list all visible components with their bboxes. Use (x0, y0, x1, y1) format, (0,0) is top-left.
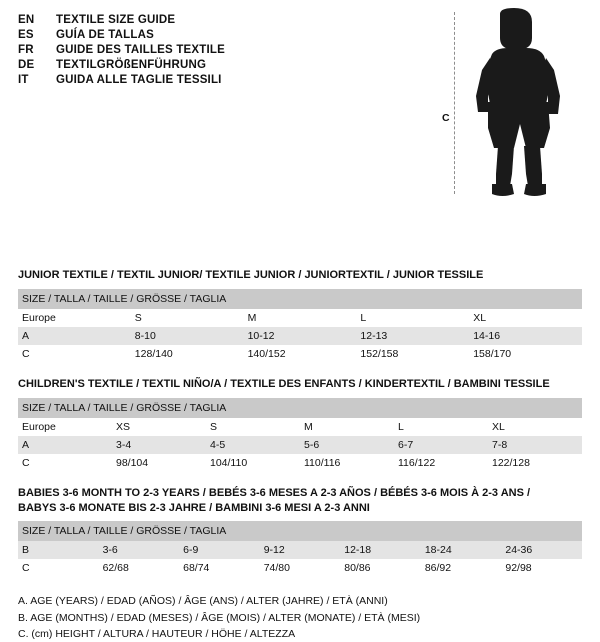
table-children (18, 398, 582, 472)
lang-code-en: EN (18, 14, 35, 26)
cell: 158/170 (469, 345, 582, 363)
table-junior (18, 289, 582, 363)
height-marker-label: C (442, 112, 450, 124)
row-label-a: A (18, 327, 131, 345)
table-babies-header-row (18, 521, 582, 541)
cell: 98/104 (112, 454, 206, 472)
section-junior-title (18, 268, 582, 283)
section-children (18, 377, 582, 472)
table-row (18, 309, 582, 327)
row-label-europe: Europe (18, 418, 112, 436)
section-babies-title-line1: BABIES 3-6 MONTH TO 2-3 YEARS / BEBÉS 3-6 MESES A 2-3 AÑOS / BÉBÉS 3-6 MOIS À 2-3 ANS / (18, 486, 531, 499)
row-label-b: B (18, 541, 99, 559)
cell: M (300, 418, 394, 436)
table-row (18, 345, 582, 363)
height-dashed-line (454, 12, 455, 194)
cell: 62/68 (99, 559, 180, 577)
footnote-c: C. (cm) HEIGHT / ALTURA / HAUTEUR / HÖHE / ALTEZZA (18, 627, 296, 640)
cell: 4-5 (206, 436, 300, 454)
cell: 18-24 (421, 541, 502, 559)
cell: 152/158 (356, 345, 469, 363)
table-junior-header-label: SIZE / TALLA / TAILLE / GRÖSSE / TAGLIA (18, 289, 582, 309)
table-row (18, 541, 582, 559)
table-row (18, 418, 582, 436)
section-babies-title-line2: BABYS 3-6 MONATE BIS 2-3 JAHRE / BAMBINI 3-6 MESI A 2-3 ANNI (18, 501, 370, 514)
cell: M (244, 309, 357, 327)
cell: S (131, 309, 244, 327)
cell: 68/74 (179, 559, 260, 577)
footnotes (18, 593, 582, 642)
cell: XL (469, 309, 582, 327)
lang-title-en: TEXTILE SIZE GUIDE (56, 14, 176, 26)
cell: 9-12 (260, 541, 341, 559)
table-children-header-row (18, 398, 582, 418)
cell: S (206, 418, 300, 436)
cell: XS (112, 418, 206, 436)
table-babies-header-label: SIZE / TALLA / TAILLE / GRÖSSE / TAGLIA (18, 521, 582, 541)
cell: 110/116 (300, 454, 394, 472)
section-babies-title (18, 486, 582, 516)
table-row (18, 559, 582, 577)
cell: 7-8 (488, 436, 582, 454)
row-label-c: C (18, 345, 131, 363)
cell: 104/110 (206, 454, 300, 472)
cell: 6-9 (179, 541, 260, 559)
section-junior (18, 268, 582, 363)
table-children-header-label: SIZE / TALLA / TAILLE / GRÖSSE / TAGLIA (18, 398, 582, 418)
section-junior-title-line1: JUNIOR TEXTILE / TEXTIL JUNIOR/ TEXTILE JUNIOR / JUNIORTEXTIL / JUNIOR TESSILE (18, 269, 484, 281)
lang-code-es: ES (18, 29, 34, 41)
cell: L (394, 418, 488, 436)
table-row (18, 327, 582, 345)
table-junior-header-row (18, 289, 582, 309)
lang-title-it: GUIDA ALLE TAGLIE TESSILI (56, 74, 222, 86)
cell: 86/92 (421, 559, 502, 577)
lang-code-fr: FR (18, 44, 34, 56)
toddler-silhouette-icon (462, 8, 572, 198)
cell: 92/98 (501, 559, 582, 577)
cell: 12-18 (340, 541, 421, 559)
cell: 140/152 (244, 345, 357, 363)
height-figure (432, 8, 582, 198)
cell: 14-16 (469, 327, 582, 345)
section-children-title (18, 377, 582, 392)
cell: 24-36 (501, 541, 582, 559)
cell: 8-10 (131, 327, 244, 345)
lang-title-fr: GUIDE DES TAILLES TEXTILE (56, 44, 225, 56)
cell: 3-4 (112, 436, 206, 454)
cell: 74/80 (260, 559, 341, 577)
cell: 122/128 (488, 454, 582, 472)
cell: 3-6 (99, 541, 180, 559)
row-label-a: A (18, 436, 112, 454)
table-row (18, 454, 582, 472)
cell: 10-12 (244, 327, 357, 345)
row-label-c: C (18, 559, 99, 577)
lang-title-es: GUÍA DE TALLAS (56, 29, 154, 41)
footnote-a: A. AGE (YEARS) / EDAD (AÑOS) / ÂGE (ANS) / ALTER (JAHRE) / ETÀ (ANNI) (18, 595, 388, 608)
cell: 116/122 (394, 454, 488, 472)
cell: L (356, 309, 469, 327)
cell: 80/86 (340, 559, 421, 577)
cell: 5-6 (300, 436, 394, 454)
cell: 6-7 (394, 436, 488, 454)
cell: 128/140 (131, 345, 244, 363)
lang-code-it: IT (18, 74, 29, 86)
cell: 12-13 (356, 327, 469, 345)
footnote-b: B. AGE (MONTHS) / EDAD (MESES) / ÂGE (MOIS) / ALTER (MONATE) / ETÀ (MESI) (18, 611, 421, 624)
section-babies (18, 486, 582, 578)
row-label-c: C (18, 454, 112, 472)
row-label-europe: Europe (18, 309, 131, 327)
section-children-title-line1: CHILDREN'S TEXTILE / TEXTIL NIÑO/A / TEXTILE DES ENFANTS / KINDERTEXTIL / BAMBINI TESSILE (18, 377, 550, 390)
lang-title-de: TEXTILGRÖßENFÜHRUNG (56, 59, 207, 71)
table-row (18, 436, 582, 454)
language-header (18, 14, 438, 86)
lang-code-de: DE (18, 59, 35, 71)
cell: XL (488, 418, 582, 436)
table-babies (18, 521, 582, 577)
